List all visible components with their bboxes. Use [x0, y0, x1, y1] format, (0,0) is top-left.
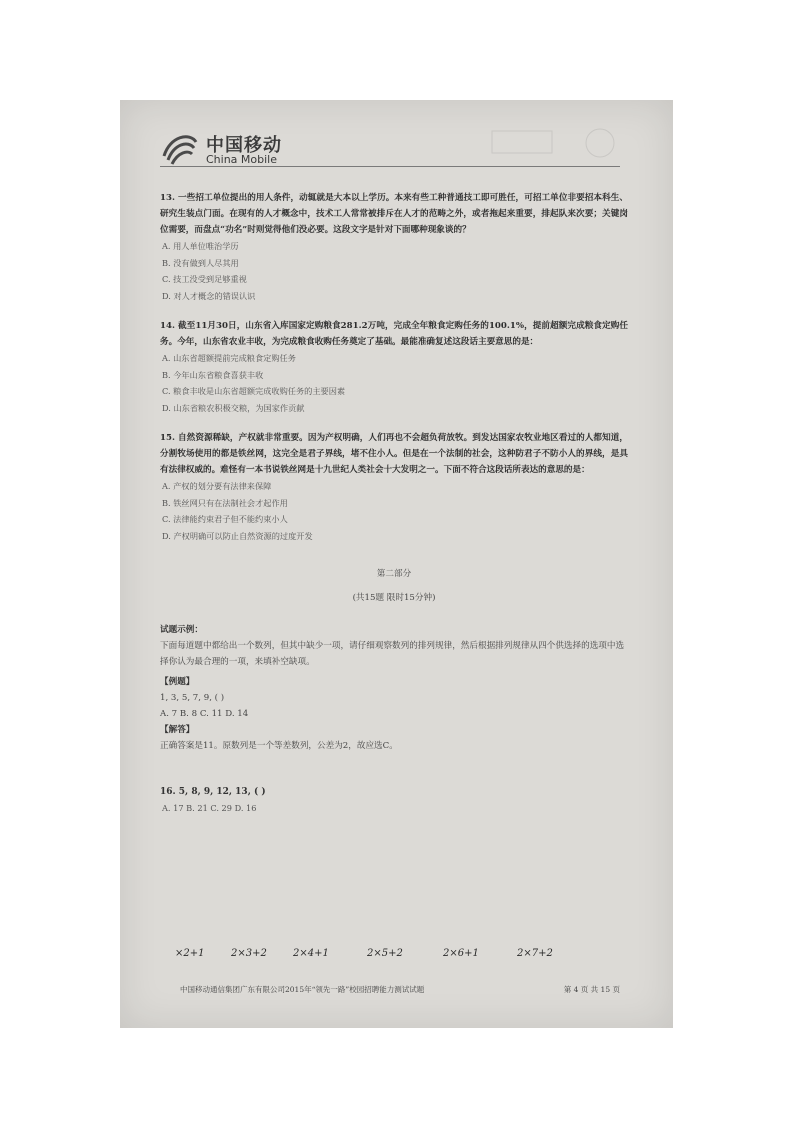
section-title: 第二部分 [376, 569, 412, 579]
question-stem: 13. 一些招工单位提出的用人条件，动辄就是大本以上学历。本来有些工种普通技工即可胜任，可招工单位非要招本科生、研究生装点门面。在现有的人才概念中，技术工人常常被排斥在人才的范畴之外，或者拖起来重要，排起队来次要；关键岗位需要，而盘点“功名”时则觉得他们没必要。这段文字是针对下面哪种现象谈的？ [160, 193, 628, 235]
example-heading: 试题示例： [160, 625, 203, 635]
option-b: B. 今年山东省粮食喜获丰收 [162, 369, 264, 380]
page-footer [180, 984, 620, 995]
handwritten-note: 2×5+2 [367, 948, 403, 959]
option-d: D. 产权明确可以防止自然资源的过度开发 [162, 530, 313, 541]
handwritten-note: ×2+1 [175, 948, 205, 959]
handwritten-note: 2×7+2 [517, 948, 553, 959]
section-note: (共15题 限时15分钟) [352, 593, 436, 603]
china-mobile-logo-icon [160, 130, 200, 166]
footer-title: 中国移动通信集团广东有限公司2015年“领先一路”校园招聘能力测试试题 [180, 985, 425, 994]
brand-name-en: China Mobile [206, 153, 278, 166]
question-stem: 15. 自然资源稀缺，产权就非常重要。因为产权明确，人们再也不会超负荷放牧。到发达国家农牧业地区看过的人都知道，分割牧场使用的都是铁丝网，这完全是君子界线，堵不住小人。但是在一个法制的社会，这种防君子不防小人的界线，是具有法律权威的。难怪有一本书说铁丝网是十九世纪人类社会十大发明之一。下面不符合这段话所表达的意思的是： [160, 433, 628, 475]
question-16 [160, 784, 628, 817]
brand-name-cn: 中国移动 [206, 135, 282, 156]
question-14 [160, 318, 628, 416]
option-d: D. 对人才概念的错误认识 [162, 290, 256, 301]
scanned-page [120, 100, 673, 1028]
show-through-watermark [490, 125, 620, 161]
example-answer: 正确答案是11。原数列是一个等差数列，公差为2，故应选C。 [160, 741, 398, 751]
option-a: A. 产权的划分要有法律来保障 [162, 481, 272, 491]
option-c: C. 粮食丰收是山东省超额完成收购任务的主要因素 [162, 386, 346, 396]
question-options: A. 17 B. 21 C. 29 D. 16 [162, 803, 257, 813]
question-stem: 16. 5, 8, 9, 12, 13, ( ) [160, 787, 266, 797]
question-13 [160, 190, 628, 304]
option-c: C. 法律能约束君子但不能约束小人 [162, 514, 288, 524]
handwritten-notes [175, 948, 615, 968]
answer-label: 【解答】 [160, 725, 195, 735]
option-b: B. 铁丝网只有在法制社会才起作用 [162, 497, 288, 508]
option-b: B. 没有做到人尽其用 [162, 257, 239, 268]
example-instruction: 下面每道题中都给出一个数列，但其中缺少一项，请仔细观察数列的排列规律，然后根据排列规律从四个供选择的选项中选择你认为最合理的一项，来填补空缺项。 [160, 641, 625, 667]
option-d: D. 山东省粮农积极交粮，为国家作贡献 [162, 402, 305, 413]
question-15 [160, 430, 628, 544]
page-number: 第 4 页 共 15 页 [563, 985, 620, 994]
header-divider [160, 166, 620, 167]
example-sequence: 1, 3, 5, 7, 9, ( ) [160, 693, 225, 703]
question-stem: 14. 截至11月30日，山东省入库国家定购粮食281.2万吨，完成全年粮食定购任务的100.1%，提前超额完成粮食定购任务。今年，山东省农业丰收，为完成粮食收购任务奠定了基础。最能准确复述这段话主要意思的是： [160, 321, 628, 347]
example-options: A. 7 B. 8 C. 11 D. 14 [160, 709, 249, 719]
handwritten-note: 2×6+1 [443, 948, 479, 959]
option-c: C. 技工没受到足够重视 [162, 274, 247, 284]
exam-content [160, 190, 628, 817]
option-a: A. 山东省超额提前完成粮食定购任务 [162, 353, 296, 363]
handwritten-note: 2×4+1 [293, 948, 329, 959]
handwritten-note: 2×3+2 [231, 948, 267, 959]
example-label: 【例题】 [160, 677, 195, 687]
option-a: A. 用人单位唯治学历 [162, 241, 239, 251]
